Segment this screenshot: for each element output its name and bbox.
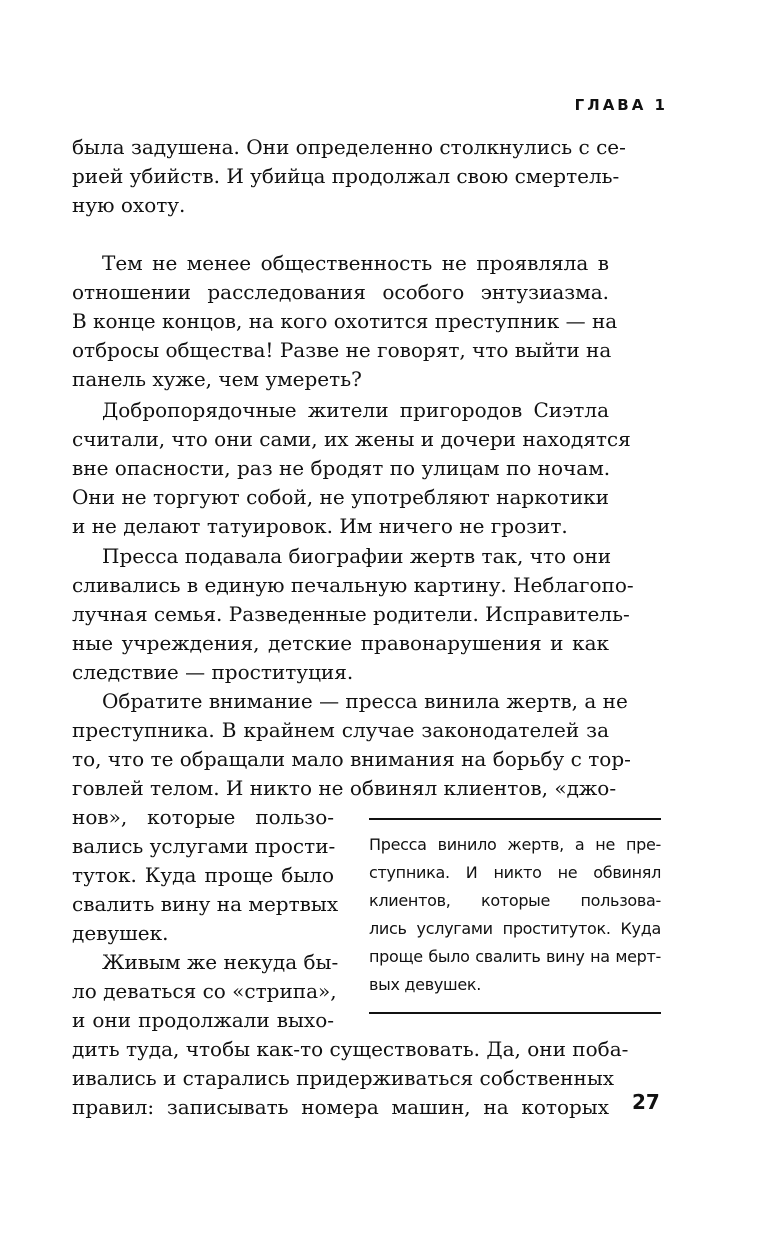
body-line: и они продолжали выхо- — [72, 1008, 334, 1032]
body-line: Они не торгуют собой, не употребляют наркотики — [72, 485, 609, 509]
body-line: нов», которые пользо- — [72, 805, 334, 829]
body-line: Живым же некуда бы- — [102, 950, 339, 974]
page-number: 27 — [632, 1090, 660, 1114]
body-line: лучная семья. Разведенные родители. Исправитель- — [72, 602, 630, 626]
body-line: была задушена. Они определенно столкнулись с се- — [72, 135, 626, 159]
body-line: и не делают татуировок. Им ничего не грозит. — [72, 514, 568, 538]
body-line: рией убийств. И убийца продолжал свою смертель- — [72, 164, 620, 188]
body-line: Обратите внимание — пресса винила жертв, а не — [102, 689, 628, 713]
body-line: вались услугами прости- — [72, 834, 336, 858]
body-line: панель хуже, чем умереть? — [72, 367, 362, 391]
body-line: следствие — проституция. — [72, 660, 354, 684]
body-line: правил: записывать номера машин, на которых — [72, 1095, 609, 1119]
body-line: В конце концов, на кого охотится преступник — на — [72, 309, 618, 333]
body-line: вне опасности, раз не бродят по улицам по ночам. — [72, 456, 611, 480]
body-line: Тем не менее общественность не проявляла в — [102, 251, 609, 275]
pullquote-line: Пресса винило жертв, а не пре- — [369, 835, 661, 854]
pullquote-line: лись услугами проституток. Куда — [369, 919, 661, 938]
pullquote-line: клиентов, которые пользова- — [369, 891, 661, 910]
body-line: ивались и старались придерживаться собственных — [72, 1066, 615, 1090]
body-line: то, что те обращали мало внимания на борьбу с тор- — [72, 747, 631, 771]
body-line: Добропорядочные жители пригородов Сиэтла — [102, 398, 609, 422]
body-line: Пресса подавала биографии жертв так, что они — [102, 544, 612, 568]
body-line: ло деваться со «стрипа», — [72, 979, 337, 1003]
body-line: ную охоту. — [72, 193, 186, 217]
body-line: считали, что они сами, их жены и дочери находятся — [72, 427, 631, 451]
pullquote-line: проще было свалить вину на мерт- — [369, 947, 661, 966]
body-line: туток. Куда проще было — [72, 863, 334, 887]
body-line: сливались в единую печальную картину. Неблагопо- — [72, 573, 634, 597]
pullquote-top-rule — [369, 818, 661, 820]
body-line: говлей телом. И никто не обвинял клиентов, «джо- — [72, 776, 617, 800]
pullquote-line: вых девушек. — [369, 975, 482, 994]
body-line: преступника. В крайнем случае законодателей за — [72, 718, 609, 742]
body-line: ные учреждения, детские правонарушения и как — [72, 631, 609, 655]
running-head: ГЛАВА 1 — [574, 96, 668, 114]
pullquote-line: ступника. И никто не обвинял — [369, 863, 661, 882]
pullquote-bottom-rule — [369, 1012, 661, 1014]
body-line: дить туда, чтобы как-то существовать. Да, они поба- — [72, 1037, 629, 1061]
body-line: свалить вину на мертвых — [72, 892, 339, 916]
body-line: девушек. — [72, 921, 169, 945]
body-line: отбросы общества! Разве не говорят, что выйти на — [72, 338, 612, 362]
body-line: отношении расследования особого энтузиазма. — [72, 280, 609, 304]
